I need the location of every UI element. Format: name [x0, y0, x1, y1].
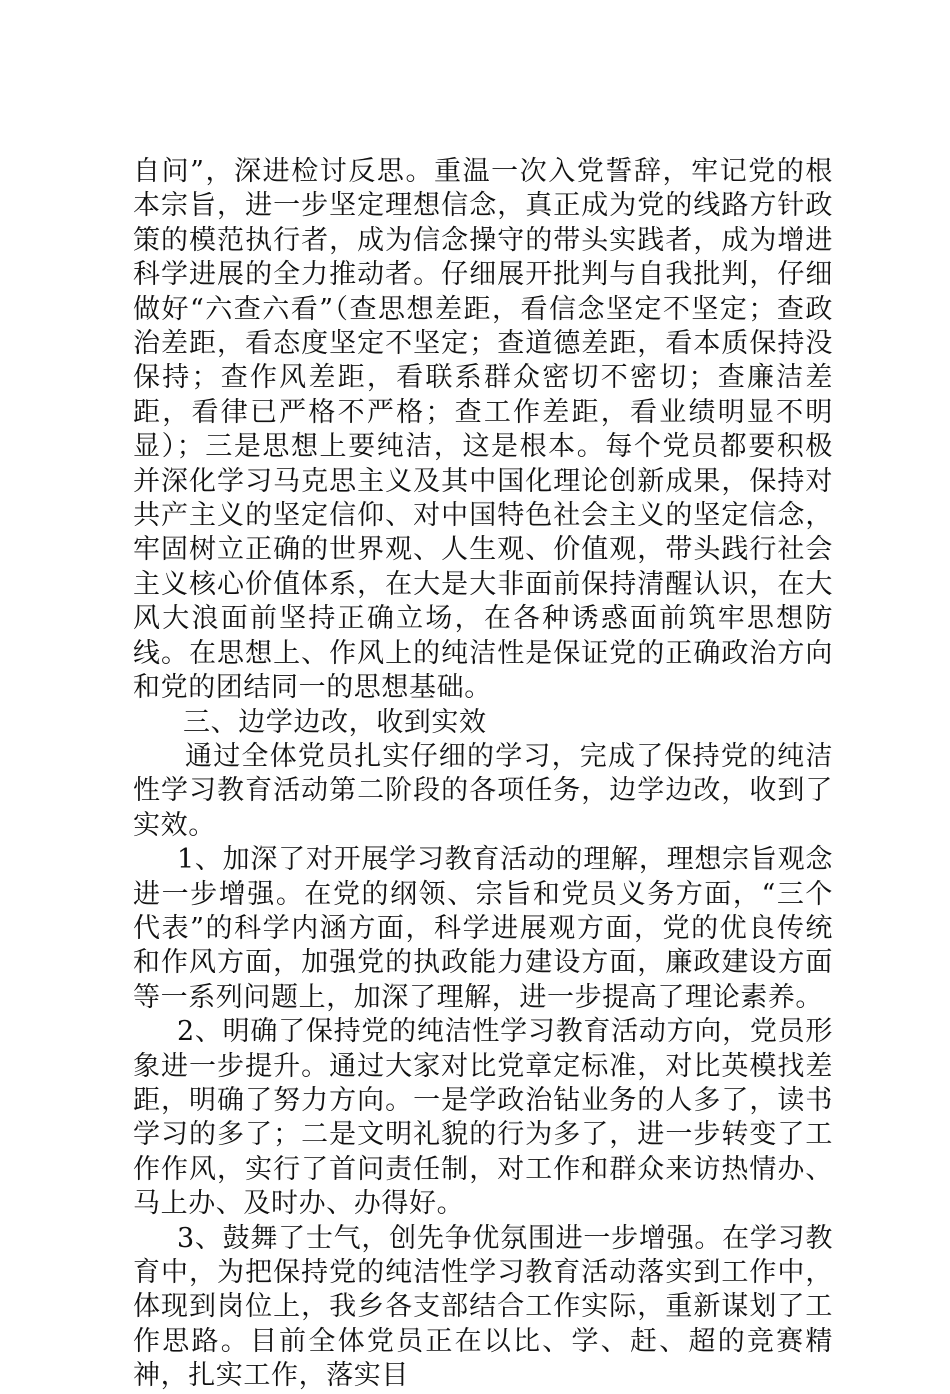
paragraph-item-1: 1、加深了对开展学习教育活动的理解，理想宗旨观念进一步增强。在党的纲领、宗旨和党员义务方面，“三个代表”的科学内涵方面，科学进展观方面，党的优良传统和作风方面，加强党的执政能力建设方面，廉政建设方面等一系列问题上，加深了理解，进一步提高了理论素养。 [133, 844, 833, 1013]
paragraph-intro: 通过全体党员扎实仔细的学习，完成了保持党的纯洁性学习教育活动第二阶段的各项任务，边学边改，收到了实效。 [133, 740, 833, 841]
document-body [133, 155, 833, 1394]
paragraph-item-2: 2、明确了保持党的纯洁性学习教育活动方向，党员形象进一步提升。通过大家对比党章定标准，对比英模找差距，明确了努力方向。一是学政治钻业务的人多了，读书学习的多了；二是文明礼貌的行为多了，进一步转变了工作作风，实行了首问责任制，对工作和群众来访热情办、马上办、及时办、办得好。 [133, 1016, 833, 1220]
paragraph-continuation: 自问”，深进检讨反思。重温一次入党誓辞，牢记党的根本宗旨，进一步坚定理想信念，真正成为党的线路方针政策的模范执行者，成为信念操守的带头实践者，成为增进科学进展的全力推动者。仔细展开批判与自我批判，仔细做好“六查六看”（查思想差距，看信念坚定不坚定；查政治差距，看态度坚定不坚定；查道德差距，看本质保持没保持；查作风差距，看联系群众密切不密切；查廉洁差距，看律已严格不严格；查工作差距，看业绩明显不明显）；三是思想上要纯洁，这是根本。每个党员都要积极并深化学习马克思主义及其中国化理论创新成果，保持对共产主义的坚定信仰、对中国特色社会主义的坚定信念，牢固树立正确的世界观、人生观、价值观，带头践行社会主义核心价值体系，在大是大非面前保持清醒认识，在大风大浪面前坚持正确立场，在各种诱惑面前筑牢思想防线。在思想上、作风上的纯洁性是保证党的正确政治方向和党的团结同一的思想基础。 [133, 156, 833, 704]
paragraph-item-3: 3、鼓舞了士气，创先争优氛围进一步增强。在学习教育中，为把保持党的纯洁性学习教育活动落实到工作中，体现到岗位上，我乡各支部结合工作实际，重新谋划了工作思路。目前全体党员正在以比、学、赶、超的竞赛精神，扎实工作，落实目 [133, 1222, 833, 1392]
section-heading-3: 三、边学边改，收到实效 [183, 706, 487, 738]
